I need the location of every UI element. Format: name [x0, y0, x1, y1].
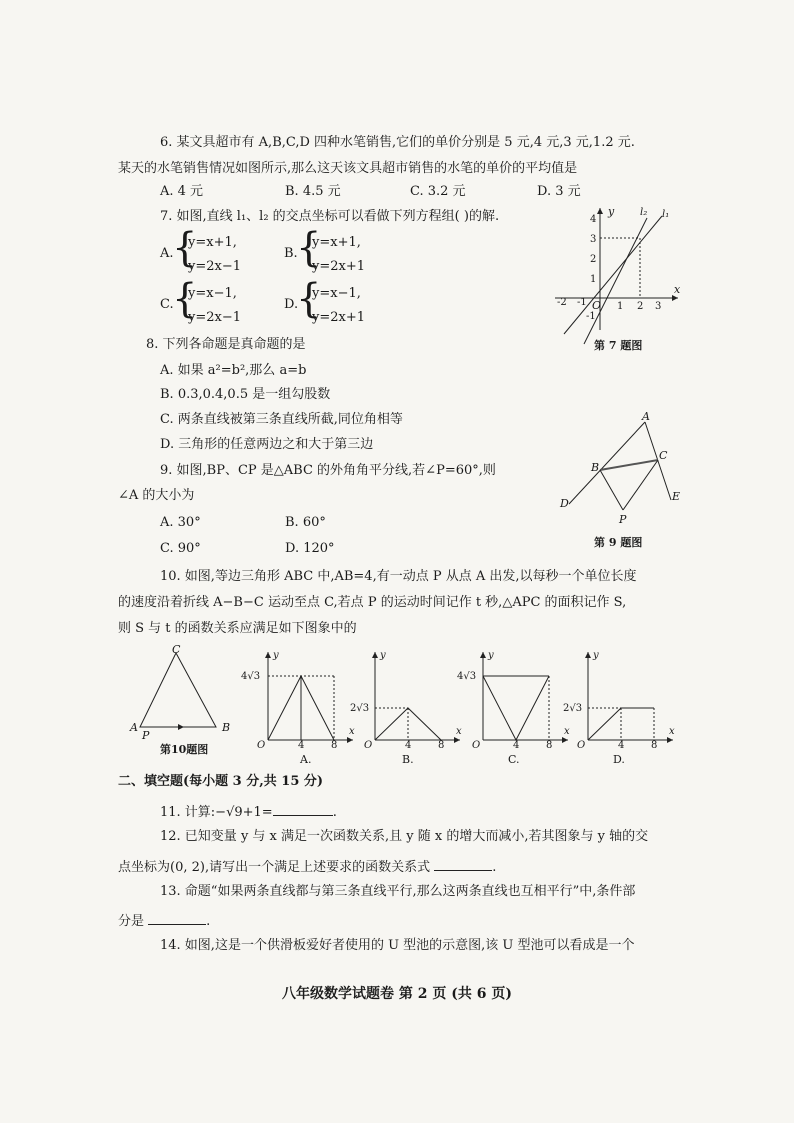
q7-xtick-1: 1 — [617, 301, 624, 312]
q10-graph-c-label: C. — [508, 753, 520, 766]
q10-graph-c-x1: 4 — [513, 740, 520, 751]
q9-label-d: D — [560, 497, 569, 510]
q9-line-bp — [600, 470, 623, 510]
q10-graph-d — [560, 648, 680, 751]
q10-graph-b-origin: O — [364, 740, 373, 751]
q10-triangle-figure — [128, 645, 238, 740]
q10-graph-a-origin: O — [257, 740, 266, 751]
page-footer: 八年级数学试题卷 第 2 页 (共 6 页) — [282, 986, 512, 1002]
q10-graph-a-x2: 8 — [331, 740, 338, 751]
q10-graph-c-y: y — [488, 650, 494, 661]
q10-graph-c-curve — [483, 676, 549, 740]
q10-label-b: B — [222, 721, 231, 734]
q10-graph-a-ymark: 4√3 — [241, 671, 261, 682]
q6-line1: 6. 某文具超市有 A,B,C,D 四种水笔销售,它们的单价分别是 5 元,4 元,3 元,1.2 元. — [160, 135, 635, 150]
q7-xtick-3: 3 — [655, 301, 662, 312]
q10-label-p: P — [142, 729, 150, 742]
q7-stem: 7. 如图,直线 l₁、l₂ 的交点坐标可以看做下列方程组( )的解. — [160, 209, 500, 224]
q7-y-arrow — [597, 208, 603, 214]
q7-origin: O — [592, 299, 602, 312]
q9-line-ad — [569, 422, 645, 504]
q10-triangle-caption: 第10题图 — [160, 743, 209, 756]
q7-ytick-1: 1 — [590, 274, 597, 285]
q7-option-b-label: B. — [284, 246, 298, 261]
q7-option-c-brace: { — [172, 276, 198, 322]
q7-figure — [550, 205, 690, 335]
q10-graph-d-label: D. — [613, 753, 625, 766]
q13-line2-wrap — [118, 910, 210, 931]
q9-option-c: C. 90° — [160, 541, 201, 556]
q10-graph-a-label: A. — [300, 753, 312, 766]
q10-graph-a-x1: 4 — [298, 740, 305, 751]
q10-graph-d-ymark: 2√3 — [563, 703, 583, 714]
q8-stem: 8. 下列各命题是真命题的是 — [146, 337, 306, 352]
q11-line — [160, 801, 337, 822]
q8-option-a: A. 如果 a²=b²,那么 a=b — [160, 363, 307, 378]
q7-option-b-brace: { — [296, 225, 322, 271]
q10-graph-b-x2: 8 — [438, 740, 445, 751]
q10-graph-b-y-arrow — [372, 652, 378, 658]
q10-line3: 则 S 与 t 的函数关系应满足如下图象中的 — [118, 621, 357, 636]
q7-option-d-brace: { — [296, 276, 322, 322]
q10-line2: 的速度沿着折线 A−B−C 运动至点 C,若点 P 的运动时间记作 t 秒,△APC 的面积记作 S, — [118, 595, 627, 610]
q7-ytick-neg1: -1 — [586, 311, 596, 322]
q9-label-b: B — [591, 461, 600, 474]
q10-graph-b — [350, 648, 470, 751]
q9-option-d: D. 120° — [285, 541, 335, 556]
q9-line2: ∠A 的大小为 — [118, 488, 195, 503]
q7-xtick-2: 2 — [637, 301, 644, 312]
q13-end: . — [206, 914, 211, 929]
q7-option-c-eq1: y=x−1, — [188, 286, 237, 301]
q10-graph-c-y-arrow — [480, 652, 486, 658]
q7-xtick-neg2: -2 — [557, 297, 567, 308]
q12-answer-blank[interactable] — [434, 856, 492, 871]
q10-label-a: A — [130, 721, 138, 734]
q10-line1: 10. 如图,等边三角形 ABC 中,AB=4,有一动点 P 从点 A 出发,以每秒一个单位长度 — [160, 569, 637, 584]
q6-option-c: C. 3.2 元 — [410, 184, 466, 199]
q7-y-label: y — [608, 205, 615, 218]
q7-figure-caption: 第 7 题图 — [594, 339, 643, 352]
q9-line1: 9. 如图,BP、CP 是△ABC 的外角角平分线,若∠P=60°,则 — [160, 463, 496, 478]
q9-label-p: P — [619, 513, 627, 526]
q11-answer-blank[interactable] — [273, 801, 333, 816]
q10-graph-d-x: x — [669, 726, 675, 737]
q14-line1: 14. 如图,这是一个供滑板爱好者使用的 U 型池的示意图,该 U 型池可以看成是一个 — [160, 938, 635, 953]
section2-title: 二、填空题(每小题 3 分,共 15 分) — [118, 774, 324, 789]
q7-xtick-neg1: -1 — [577, 297, 587, 308]
q7-option-b-eq2: y=2x+1 — [312, 259, 366, 274]
q10-graph-d-y: y — [593, 650, 599, 661]
q7-x-label: x — [674, 283, 681, 296]
q10-label-c: C — [172, 643, 181, 656]
q9-figure — [555, 412, 685, 532]
q10-graph-c-x: x — [564, 726, 570, 737]
q12-line1: 12. 已知变量 y 与 x 满足一次函数关系,且 y 随 x 的增大而减小,若其图象与 y 轴的交 — [160, 829, 649, 844]
q13-line2: 分是 — [118, 914, 145, 929]
q10-graph-b-x: x — [456, 726, 462, 737]
q9-option-b: B. 60° — [285, 515, 326, 530]
q7-l2-label: l₂ — [640, 207, 648, 218]
q6-line2: 某天的水笔销售情况如图所示,那么这天该文具超市销售的水笔的单价的平均值是 — [118, 161, 578, 176]
q11-end: . — [332, 805, 337, 820]
q8-option-c: C. 两条直线被第三条直线所截,同位角相等 — [160, 412, 403, 427]
q10-graph-a — [238, 648, 358, 751]
q6-option-a: A. 4 元 — [160, 184, 204, 199]
q10-graph-b-y: y — [380, 650, 386, 661]
q7-option-a-eq2: y=2x−1 — [188, 259, 242, 274]
q10-graph-d-origin: O — [577, 740, 586, 751]
q11-text: 11. 计算:−√9+1= — [160, 805, 273, 820]
q7-option-a-eq1: y=x+1, — [188, 235, 237, 250]
q10-graph-d-x1: 4 — [618, 740, 625, 751]
q7-option-c-label: C. — [160, 297, 174, 312]
q10-graph-b-ymark: 2√3 — [350, 703, 370, 714]
q10-graph-d-y-arrow — [585, 652, 591, 658]
q13-answer-blank[interactable] — [148, 910, 206, 925]
q10-graph-b-x1: 4 — [405, 740, 412, 751]
q8-option-b: B. 0.3,0.4,0.5 是一组勾股数 — [160, 387, 331, 402]
q10-graph-a-x: x — [349, 726, 355, 737]
q7-option-c-eq2: y=2x−1 — [188, 310, 242, 325]
q10-graph-d-x-arrow — [667, 737, 673, 743]
q9-figure-caption: 第 9 题图 — [594, 536, 643, 549]
q10-graph-a-y: y — [273, 650, 279, 661]
q8-option-d: D. 三角形的任意两边之和大于第三边 — [160, 437, 374, 452]
q10-graph-c-x2: 8 — [546, 740, 553, 751]
q12-line2: 点坐标为(0, 2),请写出一个满足上述要求的函数关系式 — [118, 860, 431, 875]
q7-option-d-eq2: y=2x+1 — [312, 310, 366, 325]
q13-line1: 13. 命题“如果两条直线都与第三条直线平行,那么这两条直线也互相平行”中,条件部 — [160, 884, 636, 899]
q12-end: . — [492, 860, 497, 875]
q6-option-b: B. 4.5 元 — [285, 184, 341, 199]
q9-line-cp — [623, 460, 658, 510]
q10-triangle — [140, 653, 216, 727]
q10-graph-d-x2: 8 — [651, 740, 658, 751]
q9-label-a: A — [642, 410, 650, 423]
q7-l1-label: l₁ — [662, 209, 670, 220]
q9-option-a: A. 30° — [160, 515, 201, 530]
q7-option-a-brace: { — [172, 225, 198, 271]
q10-graph-a-y-arrow — [265, 652, 271, 658]
q7-option-d-label: D. — [284, 297, 299, 312]
q9-label-e: E — [672, 490, 681, 503]
q12-line2-wrap — [118, 856, 496, 877]
q6-option-d: D. 3 元 — [537, 184, 581, 199]
q10-graph-c — [455, 648, 575, 751]
q7-ytick-3: 3 — [590, 234, 597, 245]
q7-line-l1 — [564, 216, 662, 334]
q7-option-a-label: A. — [160, 246, 174, 261]
q10-graph-c-origin: O — [472, 740, 481, 751]
q7-ytick-4: 4 — [590, 214, 597, 225]
q9-label-c: C — [659, 449, 668, 462]
q7-option-d-eq1: y=x−1, — [312, 286, 361, 301]
q7-option-b-eq1: y=x+1, — [312, 235, 361, 250]
q7-ytick-2: 2 — [590, 254, 597, 265]
q10-arrow — [178, 724, 184, 730]
q10-graph-c-ymark: 4√3 — [457, 671, 477, 682]
q10-graph-b-label: B. — [402, 753, 414, 766]
